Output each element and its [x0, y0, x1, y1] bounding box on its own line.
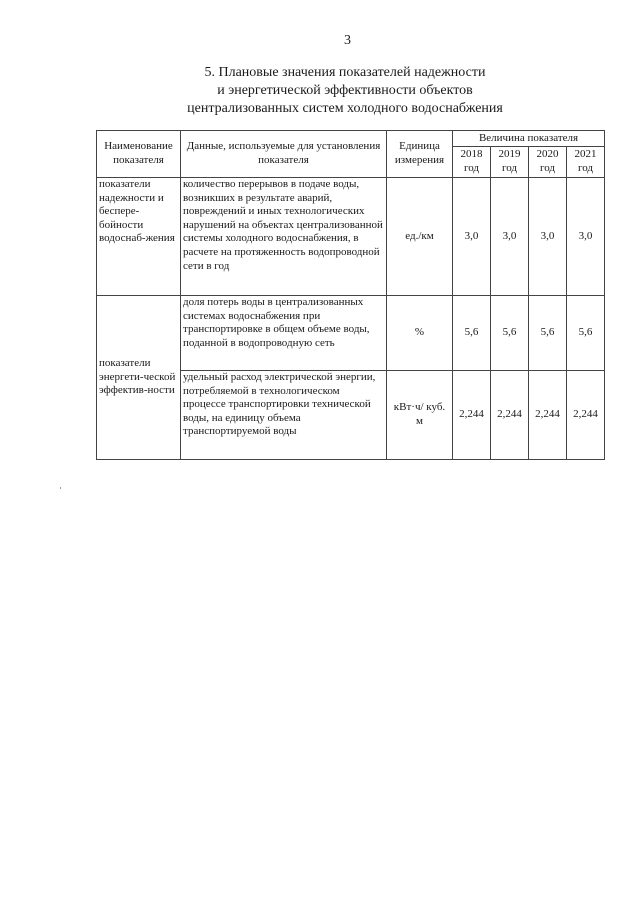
row-unit: ед./км: [387, 178, 453, 296]
header-name: Наименование показателя: [97, 131, 181, 178]
row-name-energy-efficiency: показатели энергети-ческой эффектив-ности: [97, 296, 181, 460]
value-2020: 2,244: [529, 371, 567, 460]
page-number: 3: [344, 33, 351, 48]
value-2020: 3,0: [529, 178, 567, 296]
header-year-suffix: год: [463, 162, 480, 174]
header-year-suffix: год: [501, 162, 518, 174]
header-year-number: 2018: [460, 148, 483, 161]
row-description: удельный расход электрической энергии, потребляемой в технологическом процессе транспортировки технической воды, на единицу объема транспортируемой воды: [181, 371, 387, 460]
header-year-suffix: год: [539, 162, 556, 174]
table-row-water-losses: [97, 296, 605, 371]
row-unit: кВт·ч/ куб. м: [387, 371, 453, 460]
value-2018: 5,6: [453, 296, 491, 371]
section-title-line-3: централизованных систем холодного водоснабжения: [187, 101, 503, 116]
row-name-reliability: показатели надежности и беспере-бойности водоснаб-жения: [97, 178, 181, 296]
section-title-line-1: 5. Плановые значения показателей надежности: [204, 65, 486, 80]
header-year-number: 2019: [498, 148, 521, 161]
value-2021: 3,0: [567, 178, 605, 296]
header-year-2021: [567, 147, 605, 178]
header-year-2020: [529, 147, 567, 178]
row-description: доля потерь воды в централизованных системах водоснабжения при транспортировке в общем объеме воды, поданной в водопроводную сеть: [181, 296, 387, 371]
header-year-number: 2020: [536, 148, 559, 161]
header-unit: Единица измерения: [387, 131, 453, 178]
table-header-row: [97, 131, 605, 147]
table-row-reliability: [97, 178, 605, 296]
section-title: [150, 64, 540, 118]
header-value-group: Величина показателя: [453, 131, 605, 147]
value-2019: 5,6: [491, 296, 529, 371]
value-2018: 2,244: [453, 371, 491, 460]
section-title-line-2: и энергетической эффективности объектов: [217, 83, 473, 98]
value-2021: 5,6: [567, 296, 605, 371]
header-year-suffix: год: [578, 162, 594, 174]
value-2021: 2,244: [567, 371, 605, 460]
header-year-2019: [491, 147, 529, 178]
value-2019: 3,0: [491, 178, 529, 296]
indicators-table: [96, 130, 605, 460]
header-year-number: 2021: [574, 148, 597, 161]
header-year-2018: [453, 147, 491, 178]
value-2018: 3,0: [453, 178, 491, 296]
row-unit: %: [387, 296, 453, 371]
header-data: Данные, используемые для установления показателя: [181, 131, 387, 178]
scan-artifact: [60, 487, 61, 489]
value-2019: 2,244: [491, 371, 529, 460]
row-description: количество перерывов в подаче воды, возникших в результате аварий, повреждений и иных технологических нарушений на объектах централизованной системы холодного водоснабжения, в расчете на протяженность водопроводной сети в год: [181, 178, 387, 296]
value-2020: 5,6: [529, 296, 567, 371]
